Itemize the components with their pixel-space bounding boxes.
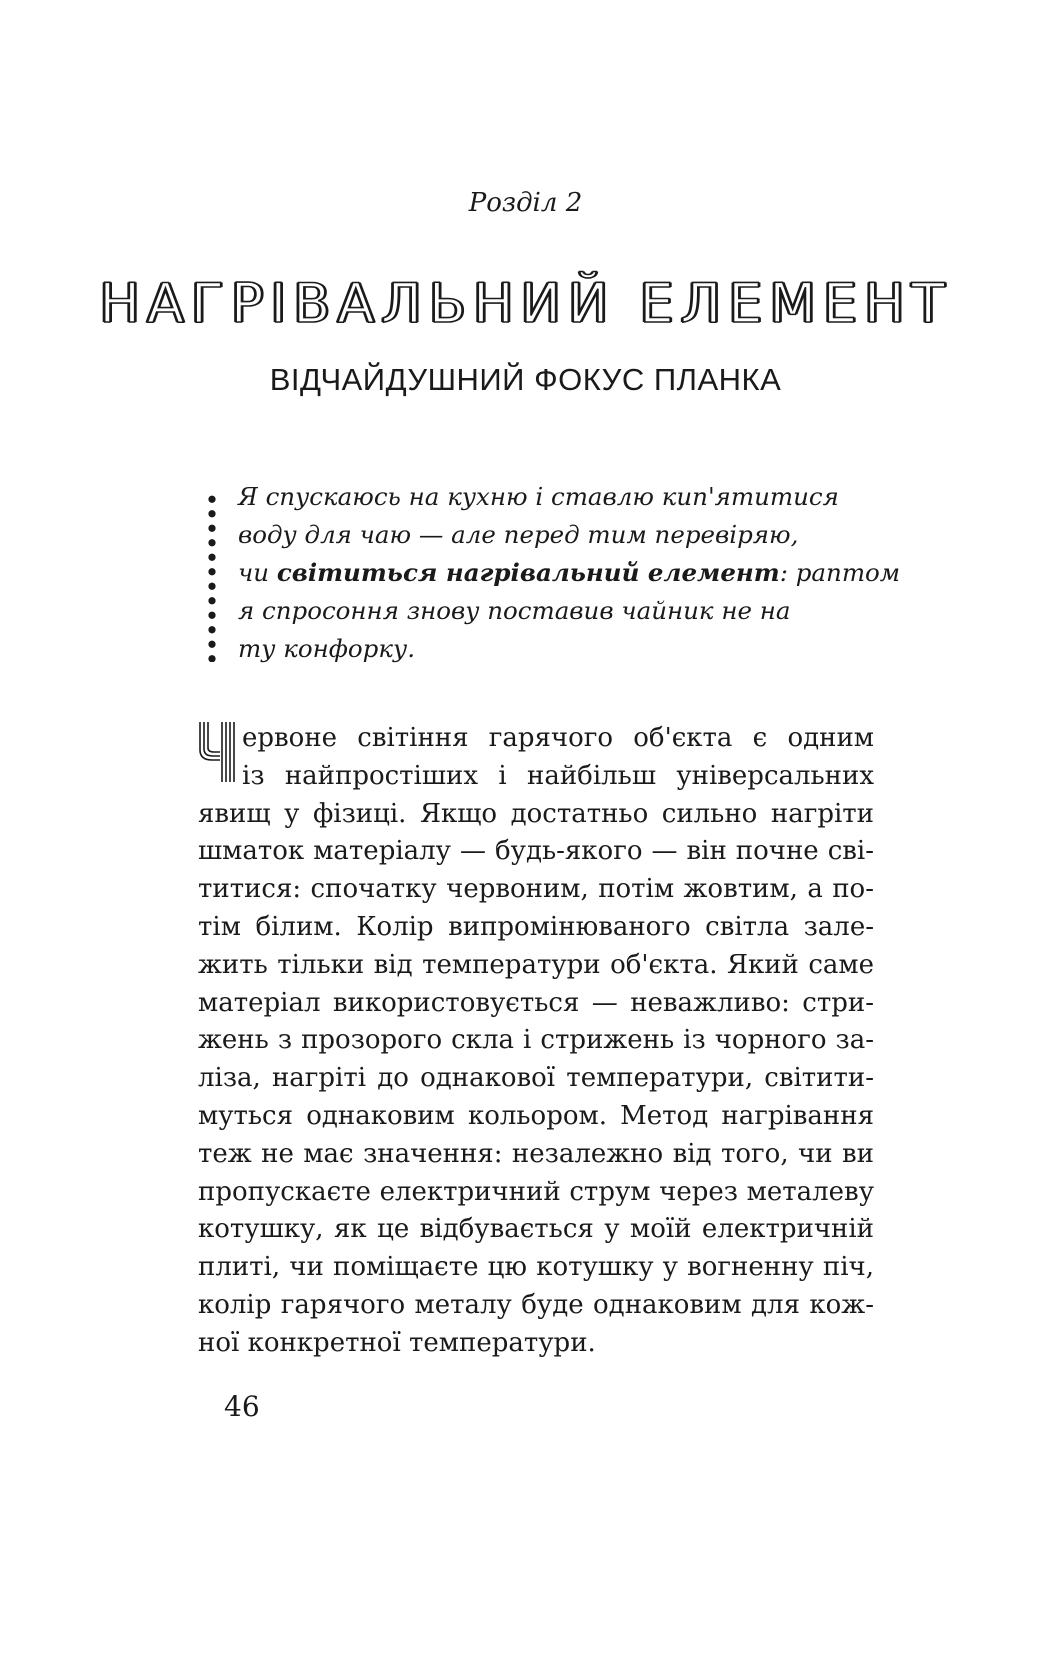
epigraph-line-2: воду для чаю — але перед тим перевіряю, [238,520,799,549]
body-line: жить тільки від температури об'єкта. Який саме [198,949,874,980]
body-line: колір гарячого металу буде однаковим для кож- [198,1289,874,1320]
epigraph-line-3-start: чи [238,558,277,587]
epigraph-line-5: ту конфорку. [238,634,415,663]
body-line: котушку, як це відбувається у моїй електричній [198,1214,874,1245]
body-line: ервоне світіння гарячого об'єкта є одним [242,723,874,753]
page-number: 46 [224,1390,260,1423]
epigraph-line-4: я спросоння знову поставив чайник не на [238,596,791,625]
body-line: матеріал використовується — неважливо: стри- [198,987,874,1018]
body-line: тім білим. Колір випромінюваного світла зале- [198,911,874,942]
chapter-subtitle: ВІДЧАЙДУШНИЙ ФОКУС ПЛАНКА [269,362,782,397]
body-line: із найпростіших і найбільш універсальних [242,760,874,791]
epigraph-line-3 [238,554,901,592]
body-line: жень з прозорого скла і стрижень із чорного за- [198,1025,874,1056]
epigraph-emphasis: світиться нагрівальний елемент [276,558,780,587]
chapter-title: НАГРІВАЛЬНИЙ ЕЛЕМЕНТ [99,272,952,335]
body-line: плиті, чи поміщаєте цю котушку у вогненну піч, [198,1252,874,1283]
body-line: ліза, нагріті до однакової температури, світити- [198,1063,874,1094]
body-line: шматок матеріалу — будь-якого — він почне сві- [198,836,874,867]
body-line: муться однаковим кольором. Метод нагрівання [198,1100,874,1131]
epigraph-line-1: Я спускаюсь на кухню і ставлю кип'ятитися [238,482,839,511]
epigraph-text [238,478,901,668]
epigraph-line-3-end: : раптом [779,558,901,587]
body-line: явищ у фізиці. Якщо достатньо сильно нагріти [198,798,874,829]
body-line: ної конкретної температури. [198,1327,596,1358]
chapter-label: Розділ 2 [468,188,583,218]
body-line: пропускаєте електричний струм через металеву [198,1176,874,1207]
body-line: титися: спочатку червоним, потім жовтим, а по- [198,874,874,905]
epigraph-dotted-rule [205,492,219,662]
body-paragraph [198,720,874,1363]
body-line: теж не має значення: незалежно від того, чи ви [198,1138,874,1169]
